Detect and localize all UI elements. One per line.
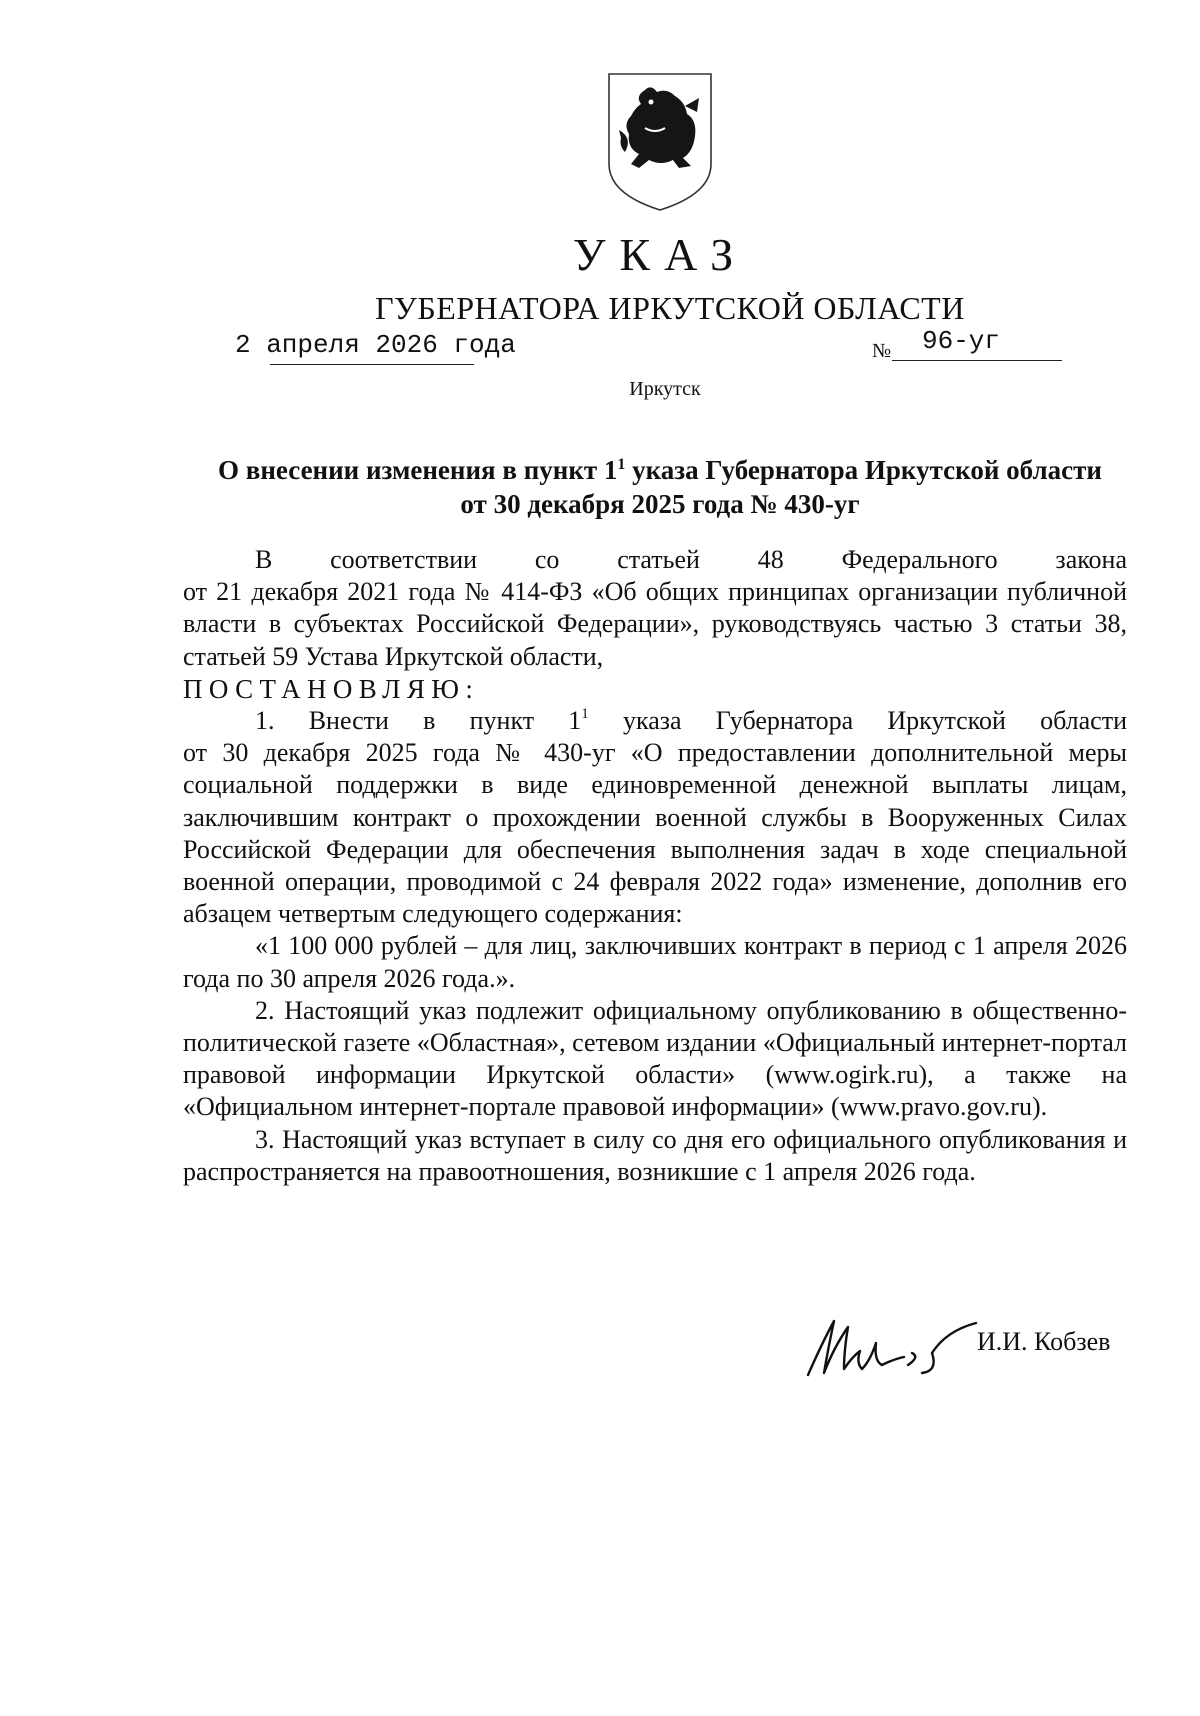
coat-of-arms-icon (605, 72, 715, 212)
decree-body (183, 544, 1127, 1188)
decree-number: 96-уг (922, 326, 1001, 356)
item1-quote: «1 100 000 рублей – для лиц, заключивших контракт в период с 1 апреля 2026 года по 30 апреля 2026 года.». (183, 931, 1127, 993)
title-superscript: 1 (617, 456, 626, 473)
item1-a: 1. Внести в пункт 1 (255, 706, 582, 736)
title-line1-a: О внесении изменения в пункт 1 (218, 455, 618, 485)
preamble-rest: от 21 декабря 2021 года № 414-ФЗ «Об общих принципах организации публичной власти в субъектах Российской Федерации», руководствуясь частью 3 статьи 38, статьей 59 Устава Иркутской области, (183, 577, 1127, 671)
decree-title (160, 453, 1160, 521)
item3: 3. Настоящий указ вступает в силу со дня его официального опубликования и распространяется на правоотношения, возникшие с 1 апреля 2026 года. (183, 1124, 1127, 1186)
signature-icon (800, 1313, 980, 1385)
signer-name: И.И. Кобзев (977, 1327, 1111, 1356)
item1-rest: от 30 декабря 2025 года № 430-уг «О предоставлении дополнительной меры социальной поддержки в виде единовременной денежной выплаты лицам, заключившим контракт о прохождении военной службы в Вооруженных Силах Российской Федерации для обеспечения выполнения задач в ходе специальной военной операции, проводимой с 24 февраля 2022 года» изменение, дополнив его абзацем четвертым следующего содержания: (183, 738, 1127, 929)
item1-line1 (183, 705, 1127, 737)
decree-word: ПОСТАНОВЛЯЮ: (183, 673, 480, 704)
issuer-title: ГУБЕРНАТОРА ИРКУТСКОЙ ОБЛАСТИ (375, 290, 965, 326)
title-line2: от 30 декабря 2025 года № 430-уг (460, 489, 860, 519)
item1-b: указа Губернатора Иркутской области (588, 706, 1127, 736)
title-line1-b: указа Губернатора Иркутской области (625, 455, 1102, 485)
item1-superscript: 1 (581, 706, 589, 723)
decree-date: 2 апреля 2026 года (235, 330, 516, 360)
date-underline (270, 364, 474, 365)
city: Иркутск (629, 378, 701, 400)
document-type: УКАЗ (572, 229, 748, 280)
item2: 2. Настоящий указ подлежит официальному опубликованию в общественно-политической газете «Областная», сетевом издании «Официальный интернет-портал правовой информации Иркутской области» (www.ogirk.ru), а также на «Официальном интернет-портале правовой информации» (www.pravo.gov.ru). (183, 995, 1127, 1122)
preamble-line1: В соответствии со статьей 48 Федерального закона (255, 545, 1127, 574)
number-underline (892, 360, 1062, 361)
number-sign: № (872, 340, 892, 362)
